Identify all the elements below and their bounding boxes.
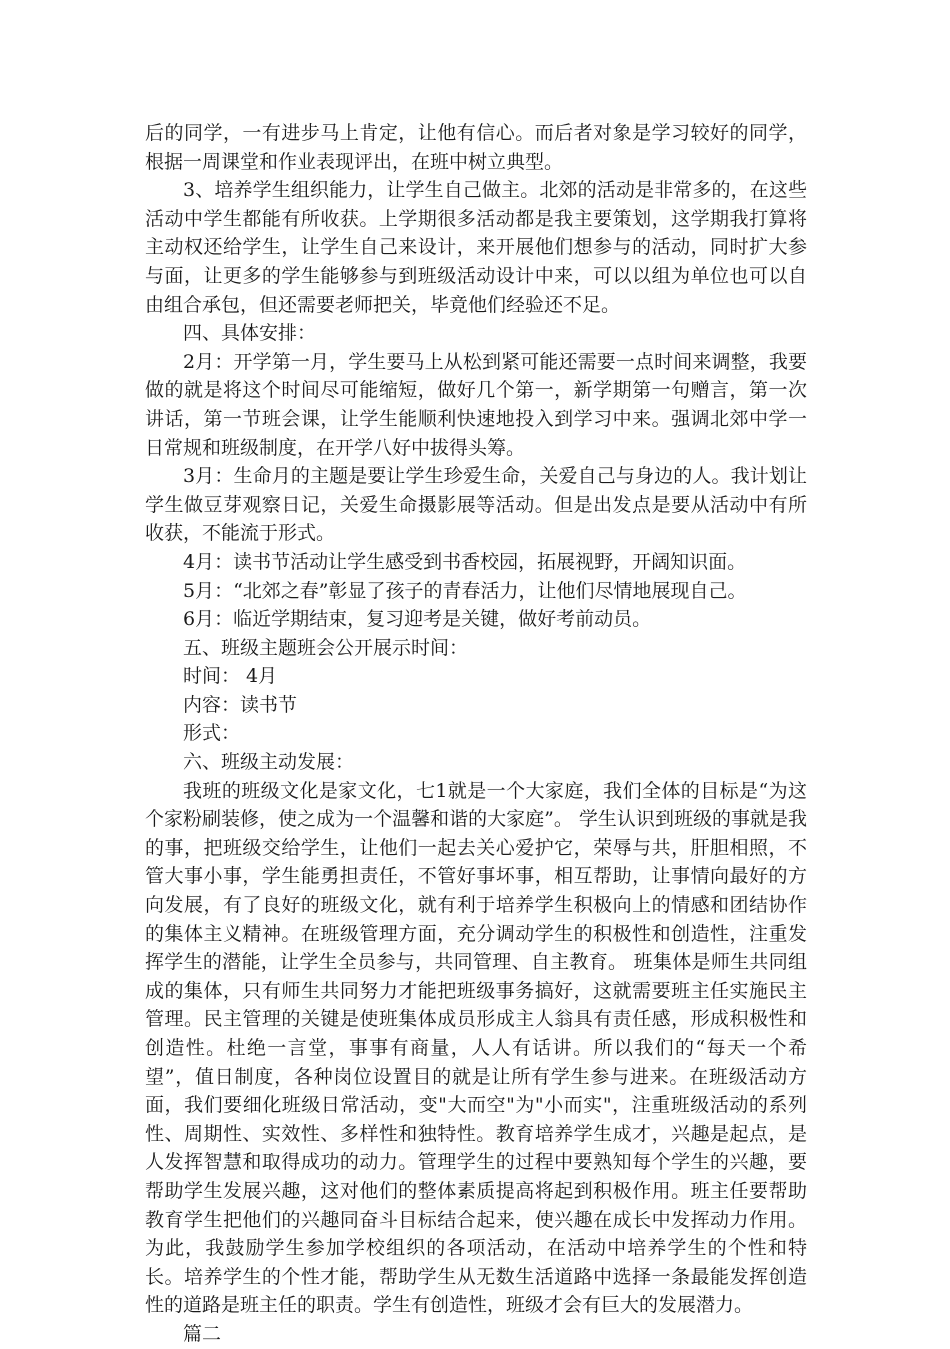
- paragraph-1: 后的同学，一有进步马上肯定，让他有信心。而后者对象是学习较好的同学，根据一周课堂和作业表现评出，在班中树立典型。: [145, 122, 807, 173]
- paragraph-2: 3、培养学生组织能力，让学生自己做主。北郊的活动是非常多的，在这些活动中学生都能有所收获。上学期很多活动都是我主要策划，这学期我打算将主动权还给学生，让学生自己来设计，来开展他们想参与的活动，同时扩大参与面，让更多的学生能够参与到班级活动设计中来，可以以组为单位也可以自由组合承包，但还需要老师把关，毕竟他们经验还不足。: [145, 179, 807, 316]
- paragraph-june: 6月：临近学期结束，复习迎考是关键，做好考前动员。: [183, 608, 652, 631]
- paragraph-march: 3月：生命月的主题是要让学生珍爱生命，关爱自己与身边的人。我计划让学生做豆芽观察日记，关爱生命摄影展等活动。但是出发点是要从活动中有所收获，不能流于形式。: [145, 465, 807, 545]
- paragraph-class-culture: 我班的班级文化是家文化，七1就是一个大家庭，我们全体的目标是“为这个家粉刷装修，使之成为一个温馨和谐的大家庭”。 学生认识到班级的事就是我的事，把班级交给学生，让他们一起去关心爱护它，荣辱与共，肝胆相照，不管大事小事，学生能勇担责任，不管好事坏事，相互帮助，让事情向最好的方向发展，有了良好的班级文化，就有利于培养学生积极向上的情感和团结协作的集体主义精神。在班级管理方面，充分调动学生的积极性和创造性，注重发挥学生的潜能，让学生全员参与，共同管理、自主教育。 班集体是师生共同组成的集体，只有师生共同努力才能把班级事务搞好，这就需要班主任实施民主管理。民主管理的关键是使班集体成员形成主人翁具有责任感，形成积极性和创造性。杜绝一言堂，事事有商量，人人有话讲。所以我们的“每天一个希望”，值日制度，各种岗位设置目的就是让所有学生参与进来。在班级活动方面，我们要细化班级日常活动，变"大而空"为"小而实"，注重班级活动的系列性、周期性、实效性、多样性和独特性。教育培养学生成才，兴趣是起点，是人发挥智慧和取得成功的动力。管理学生的过程中要熟知每个学生的兴趣，要帮助学生发展兴趣，这对他们的整体素质提高将起到积极作用。班主任要帮助教育学生把他们的兴趣同奋斗目标结合起来，使兴趣在成长中发挥动力作用。为此，我鼓励学生参加学校组织的各项活动，在活动中培养学生的个性和特长。培养学生的个性才能，帮助学生从无数生活道路中选择一条最能发挥创造性的道路是班主任的职责。学生有创造性，班级才会有巨大的发展潜力。: [145, 779, 807, 1317]
- section-heading-schedule: 四、具体安排：: [183, 322, 317, 345]
- paragraph-april: 4月：读书节活动让学生感受到书香校园，拓展视野，开阔知识面。: [183, 550, 747, 573]
- document-body: [145, 119, 807, 1349]
- meeting-content: 内容：读书节: [183, 693, 298, 716]
- section-heading-part-two: 篇二: [183, 1322, 222, 1345]
- paragraph-february: 2月：开学第一月，学生要马上从松到紧可能还需要一点时间来调整，我要做的就是将这个时间尽可能缩短，做好几个第一，新学期第一句赠言，第一次讲话，第一节班会课，让学生能顺利快速地投入到学习中来。强调北郊中学一日常规和班级制度，在开学八好中拔得头筹。: [145, 350, 807, 459]
- section-heading-class-meeting: 五、班级主题班会公开展示时间：: [183, 636, 469, 659]
- meeting-time: 时间： 4月: [183, 665, 278, 688]
- paragraph-may: 5月：“北郊之春”彰显了孩子的青春活力，让他们尽情地展现自己。: [183, 579, 747, 602]
- meeting-format: 形式：: [183, 722, 241, 745]
- section-heading-development: 六、班级主动发展：: [183, 751, 355, 774]
